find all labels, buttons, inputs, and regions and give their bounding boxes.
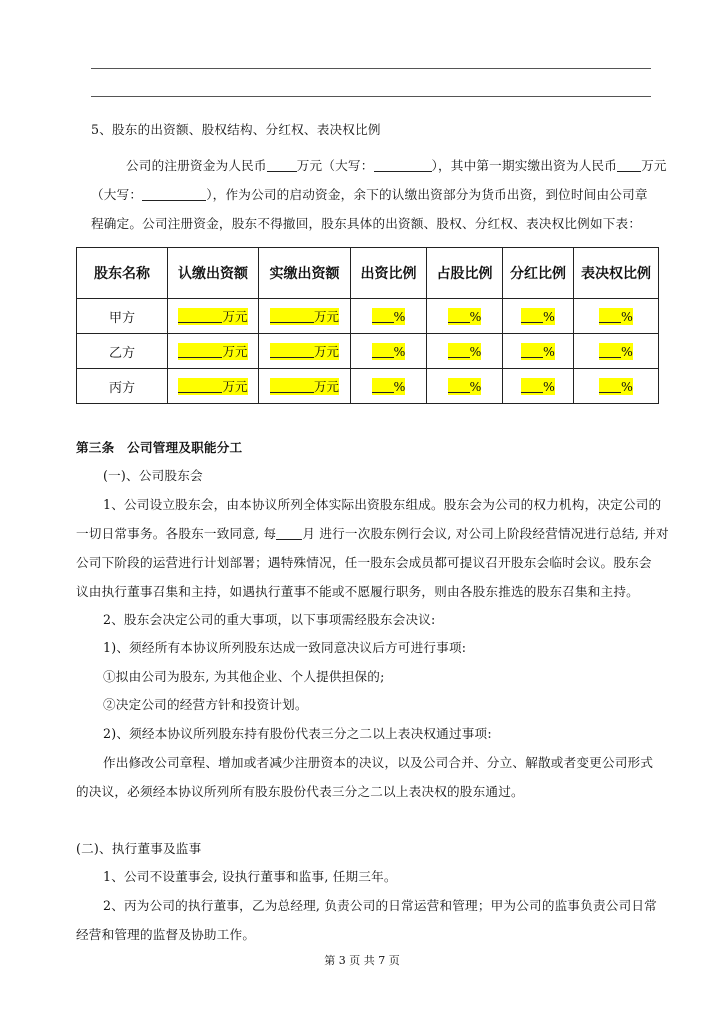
top-rule-1 bbox=[91, 68, 651, 69]
dividend-ratio-field[interactable]: % bbox=[521, 343, 555, 360]
paragraph-line: 一切日常事务。各股东一致同意, 每 月 进行一次股东例行会议, 对公司上阶段经营情况进行总结, 并对 bbox=[76, 526, 669, 541]
header-cell: 占股比例 bbox=[427, 248, 503, 299]
paragraph-line: 2)、须经本协议所列股东持有股份代表三分之二以上表决权通过事项: bbox=[103, 726, 492, 741]
shareholder-name: 丙方 bbox=[77, 369, 168, 404]
paid-amount-field[interactable]: 万元 bbox=[270, 378, 339, 395]
table-row bbox=[77, 369, 659, 404]
paragraph-line: 2、丙为公司的执行董事，乙为总经理, 负责公司的日常运营和管理；甲为公司的监事负责公司日常 bbox=[103, 898, 657, 913]
paragraph-line: 的决议，必须经本协议所列所有股东股份代表三分之二以上表决权的股东通过。 bbox=[76, 784, 524, 799]
dividend-ratio-field[interactable]: % bbox=[521, 308, 555, 325]
section5-para-line2: （大写： ），作为公司的启动资金，余下的认缴出资部分为货币出资，到位时间由公司章 bbox=[91, 187, 648, 202]
paragraph-line: ①拟由公司为股东, 为其他企业、个人提供担保的; bbox=[103, 669, 385, 684]
share-ratio-field[interactable]: % bbox=[448, 308, 482, 325]
paragraph-line: 2、股东会决定公司的重大事项，以下事项需经股东会决议: bbox=[103, 612, 436, 627]
header-cell: 分红比例 bbox=[503, 248, 574, 299]
equity-table bbox=[76, 247, 659, 404]
share-ratio-field[interactable]: % bbox=[448, 378, 482, 395]
section5-para-line1: 公司的注册资金为人民币 万元（大写： ），其中第一期实缴出资为人民币 万元 bbox=[126, 158, 667, 173]
paragraph-line: 公司下阶段的运营进行计划部署；遇特殊情况，任一股东会成员都可提议召开股东会临时会议。股东会 bbox=[76, 555, 652, 570]
share-ratio-field[interactable]: % bbox=[448, 343, 482, 360]
subscribed-amount-field[interactable]: 万元 bbox=[178, 378, 247, 395]
voting-ratio-field[interactable]: % bbox=[599, 378, 633, 395]
shareholder-name: 乙方 bbox=[77, 334, 168, 369]
section5-heading: 5、股东的出资额、股权结构、分红权、表决权比例 bbox=[91, 122, 381, 137]
paragraph-line: 1)、须经所有本协议所列股东达成一致同意决议后方可进行事项: bbox=[103, 640, 467, 655]
paragraph-line: ②决定公司的经营方针和投资计划。 bbox=[103, 697, 308, 712]
header-cell: 实缴出资额 bbox=[259, 248, 351, 299]
paid-amount-field[interactable]: 万元 bbox=[270, 343, 339, 360]
table-row bbox=[77, 334, 659, 369]
subscribed-amount-field[interactable]: 万元 bbox=[178, 343, 247, 360]
article3-heading: 第三条 公司管理及职能分工 bbox=[76, 440, 243, 455]
subsection-executive-director: (二)、执行董事及监事 bbox=[76, 841, 202, 856]
shareholder-name: 甲方 bbox=[77, 299, 168, 334]
subscribed-amount-field[interactable]: 万元 bbox=[178, 308, 247, 325]
dividend-ratio-field[interactable]: % bbox=[521, 378, 555, 395]
paragraph-line: 经营和管理的监督及协助工作。 bbox=[76, 927, 256, 942]
header-cell: 认缴出资额 bbox=[168, 248, 259, 299]
paid-amount-field[interactable]: 万元 bbox=[270, 308, 339, 325]
contribution-ratio-field[interactable]: % bbox=[372, 378, 406, 395]
paragraph-line: 作出修改公司章程、增加或者减少注册资本的决议，以及公司合并、分立、解散或者变更公司形式 bbox=[103, 755, 654, 770]
paragraph-line: 1、公司不设董事会, 设执行董事和监事, 任期三年。 bbox=[103, 869, 397, 884]
contribution-ratio-field[interactable]: % bbox=[372, 308, 406, 325]
page-footer: 第 3 页 共 7 页 bbox=[324, 954, 400, 967]
voting-ratio-field[interactable]: % bbox=[599, 308, 633, 325]
paragraph-line: 1、公司设立股东会，由本协议所列全体实际出资股东组成。股东会为公司的权力机构，决定公司的 bbox=[103, 497, 662, 512]
section5-para-line3: 程确定。公司注册资金，股东不得撤回，股东具体的出资额、股权、分红权、表决权比例如下表： bbox=[91, 216, 642, 231]
table-header-row bbox=[77, 248, 659, 299]
top-rule-2 bbox=[91, 96, 651, 97]
voting-ratio-field[interactable]: % bbox=[599, 343, 633, 360]
contribution-ratio-field[interactable]: % bbox=[372, 343, 406, 360]
header-cell: 股东名称 bbox=[77, 248, 168, 299]
subsection-shareholders-meeting: (一)、公司股东会 bbox=[103, 468, 203, 483]
header-cell: 出资比例 bbox=[351, 248, 427, 299]
table-row bbox=[77, 299, 659, 334]
header-cell: 表决权比例 bbox=[574, 248, 659, 299]
paragraph-line: 议由执行董事召集和主持，如遇执行董事不能或不愿履行职务，则由各股东推选的股东召集和主持。 bbox=[76, 584, 639, 599]
